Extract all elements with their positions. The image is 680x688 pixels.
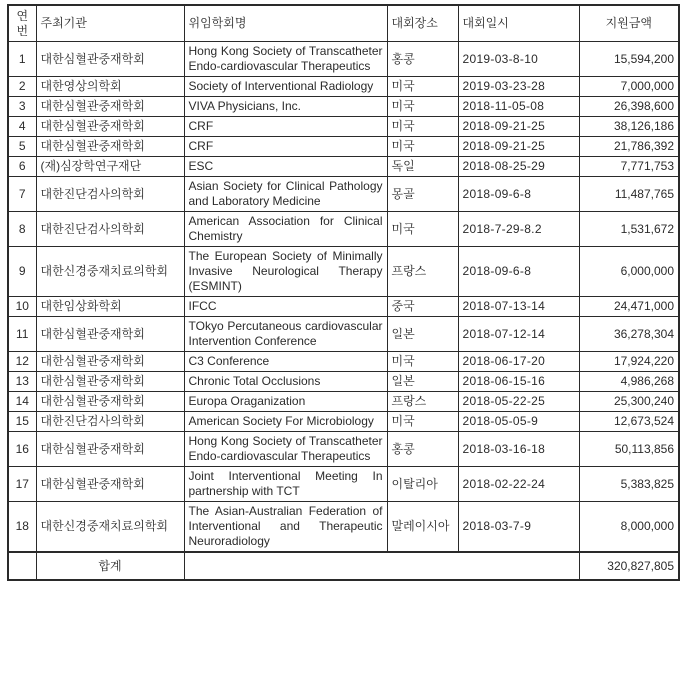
event-date: 2018-06-17-20 [458, 352, 579, 372]
host-organization: 대한영상의학회 [36, 77, 184, 97]
support-amount: 12,673,524 [579, 412, 679, 432]
event-date: 2018-05-22-25 [458, 392, 579, 412]
total-amount: 320,827,805 [579, 552, 679, 580]
venue: 프랑스 [387, 247, 458, 297]
header-host-organization: 주최기관 [36, 5, 184, 42]
table-footer [8, 552, 679, 580]
table-body [8, 42, 679, 553]
venue: 독일 [387, 157, 458, 177]
host-organization: 대한신경중재치료의학회 [36, 247, 184, 297]
support-amount: 15,594,200 [579, 42, 679, 77]
event-date: 2018-09-6-8 [458, 247, 579, 297]
support-amount: 24,471,000 [579, 297, 679, 317]
host-organization: 대한임상화학회 [36, 297, 184, 317]
row-number: 18 [8, 502, 36, 553]
header-venue: 대회장소 [387, 5, 458, 42]
support-amount: 1,531,672 [579, 212, 679, 247]
venue: 미국 [387, 352, 458, 372]
table-row [8, 467, 679, 502]
event-date: 2018-11-05-08 [458, 97, 579, 117]
table-row [8, 317, 679, 352]
row-number: 16 [8, 432, 36, 467]
table-row [8, 372, 679, 392]
header-society-name: 위임학회명 [184, 5, 387, 42]
society-name: C3 Conference [184, 352, 387, 372]
venue: 일본 [387, 317, 458, 352]
row-number: 1 [8, 42, 36, 77]
venue: 일본 [387, 372, 458, 392]
total-row [8, 552, 679, 580]
host-organization: 대한신경중재치료의학회 [36, 502, 184, 553]
row-number: 2 [8, 77, 36, 97]
host-organization: 대한심혈관중재학회 [36, 372, 184, 392]
event-date: 2019-03-8-10 [458, 42, 579, 77]
event-date: 2018-03-7-9 [458, 502, 579, 553]
event-date: 2018-02-22-24 [458, 467, 579, 502]
society-name: Chronic Total Occlusions [184, 372, 387, 392]
venue: 몽골 [387, 177, 458, 212]
event-date: 2018-09-6-8 [458, 177, 579, 212]
host-organization: 대한진단검사의학회 [36, 212, 184, 247]
table-row [8, 412, 679, 432]
table-row [8, 42, 679, 77]
host-organization: 대한심혈관중재학회 [36, 467, 184, 502]
event-date: 2018-07-12-14 [458, 317, 579, 352]
row-number: 7 [8, 177, 36, 212]
support-amount: 8,000,000 [579, 502, 679, 553]
host-organization: 대한심혈관중재학회 [36, 97, 184, 117]
support-amount: 26,398,600 [579, 97, 679, 117]
row-number: 3 [8, 97, 36, 117]
table-row [8, 392, 679, 412]
society-name: TOkyo Percutaneous cardiovascular Intervention Conference [184, 317, 387, 352]
host-organization: 대한심혈관중재학회 [36, 137, 184, 157]
support-amount: 25,300,240 [579, 392, 679, 412]
table-header [8, 5, 679, 42]
support-amount: 4,986,268 [579, 372, 679, 392]
society-name: Joint Interventional Meeting In partnership with TCT [184, 467, 387, 502]
row-number: 5 [8, 137, 36, 157]
header-support-amount: 지원금액 [579, 5, 679, 42]
table-row [8, 157, 679, 177]
support-amount: 38,126,186 [579, 117, 679, 137]
support-amount: 7,000,000 [579, 77, 679, 97]
total-empty-cell [8, 552, 36, 580]
header-event-date: 대회일시 [458, 5, 579, 42]
table-row [8, 137, 679, 157]
support-amount: 21,786,392 [579, 137, 679, 157]
event-date: 2018-7-29-8.2 [458, 212, 579, 247]
society-name: IFCC [184, 297, 387, 317]
row-number: 8 [8, 212, 36, 247]
host-organization: 대한심혈관중재학회 [36, 42, 184, 77]
row-number: 12 [8, 352, 36, 372]
host-organization: 대한심혈관중재학회 [36, 392, 184, 412]
total-label: 합계 [36, 552, 184, 580]
venue: 말레이시아 [387, 502, 458, 553]
society-name: Hong Kong Society of Transcatheter Endo-cardiovascular Therapeutics [184, 432, 387, 467]
row-number: 9 [8, 247, 36, 297]
row-number: 4 [8, 117, 36, 137]
venue: 미국 [387, 77, 458, 97]
venue: 홍콩 [387, 432, 458, 467]
event-date: 2018-09-21-25 [458, 137, 579, 157]
host-organization: 대한심혈관중재학회 [36, 317, 184, 352]
table-row [8, 117, 679, 137]
venue: 미국 [387, 97, 458, 117]
row-number: 6 [8, 157, 36, 177]
table-row [8, 77, 679, 97]
event-date: 2018-09-21-25 [458, 117, 579, 137]
support-amount: 50,113,856 [579, 432, 679, 467]
society-name: VIVA Physicians, Inc. [184, 97, 387, 117]
event-date: 2018-08-25-29 [458, 157, 579, 177]
support-amount: 36,278,304 [579, 317, 679, 352]
society-name: Asian Society for Clinical Pathology and Laboratory Medicine [184, 177, 387, 212]
table-row [8, 177, 679, 212]
host-organization: 대한심혈관중재학회 [36, 117, 184, 137]
society-name: The European Society of Minimally Invasive Neurological Therapy (ESMINT) [184, 247, 387, 297]
support-amount: 5,383,825 [579, 467, 679, 502]
society-name: CRF [184, 137, 387, 157]
header-row [8, 5, 679, 42]
support-amount: 11,487,765 [579, 177, 679, 212]
host-organization: 대한진단검사의학회 [36, 177, 184, 212]
row-number: 10 [8, 297, 36, 317]
event-date: 2018-03-16-18 [458, 432, 579, 467]
table-row [8, 212, 679, 247]
venue: 중국 [387, 297, 458, 317]
society-name: ESC [184, 157, 387, 177]
table-row [8, 247, 679, 297]
funding-table [7, 4, 680, 581]
venue: 미국 [387, 117, 458, 137]
event-date: 2018-06-15-16 [458, 372, 579, 392]
host-organization: 대한심혈관중재학회 [36, 352, 184, 372]
host-organization: 대한진단검사의학회 [36, 412, 184, 432]
society-name: Europa Oraganization [184, 392, 387, 412]
table-row [8, 97, 679, 117]
table-row [8, 502, 679, 553]
venue: 미국 [387, 137, 458, 157]
total-merged-cell [184, 552, 579, 580]
support-amount: 7,771,753 [579, 157, 679, 177]
table-row [8, 432, 679, 467]
row-number: 15 [8, 412, 36, 432]
event-date: 2018-07-13-14 [458, 297, 579, 317]
row-number: 17 [8, 467, 36, 502]
venue: 프랑스 [387, 392, 458, 412]
society-name: American Association for Clinical Chemistry [184, 212, 387, 247]
header-row-number: 연번 [8, 5, 36, 42]
venue: 홍콩 [387, 42, 458, 77]
row-number: 13 [8, 372, 36, 392]
table-row [8, 297, 679, 317]
support-amount: 6,000,000 [579, 247, 679, 297]
society-name: CRF [184, 117, 387, 137]
venue: 미국 [387, 412, 458, 432]
society-name: American Society For Microbiology [184, 412, 387, 432]
society-name: Society of Interventional Radiology [184, 77, 387, 97]
venue: 이탈리아 [387, 467, 458, 502]
host-organization: 대한심혈관중재학회 [36, 432, 184, 467]
venue: 미국 [387, 212, 458, 247]
row-number: 11 [8, 317, 36, 352]
host-organization: (재)심장학연구재단 [36, 157, 184, 177]
event-date: 2018-05-05-9 [458, 412, 579, 432]
society-name: The Asian-Australian Federation of Interventional and Therapeutic Neuroradiology [184, 502, 387, 553]
table-row [8, 352, 679, 372]
event-date: 2019-03-23-28 [458, 77, 579, 97]
support-amount: 17,924,220 [579, 352, 679, 372]
row-number: 14 [8, 392, 36, 412]
society-name: Hong Kong Society of Transcatheter Endo-cardiovascular Therapeutics [184, 42, 387, 77]
